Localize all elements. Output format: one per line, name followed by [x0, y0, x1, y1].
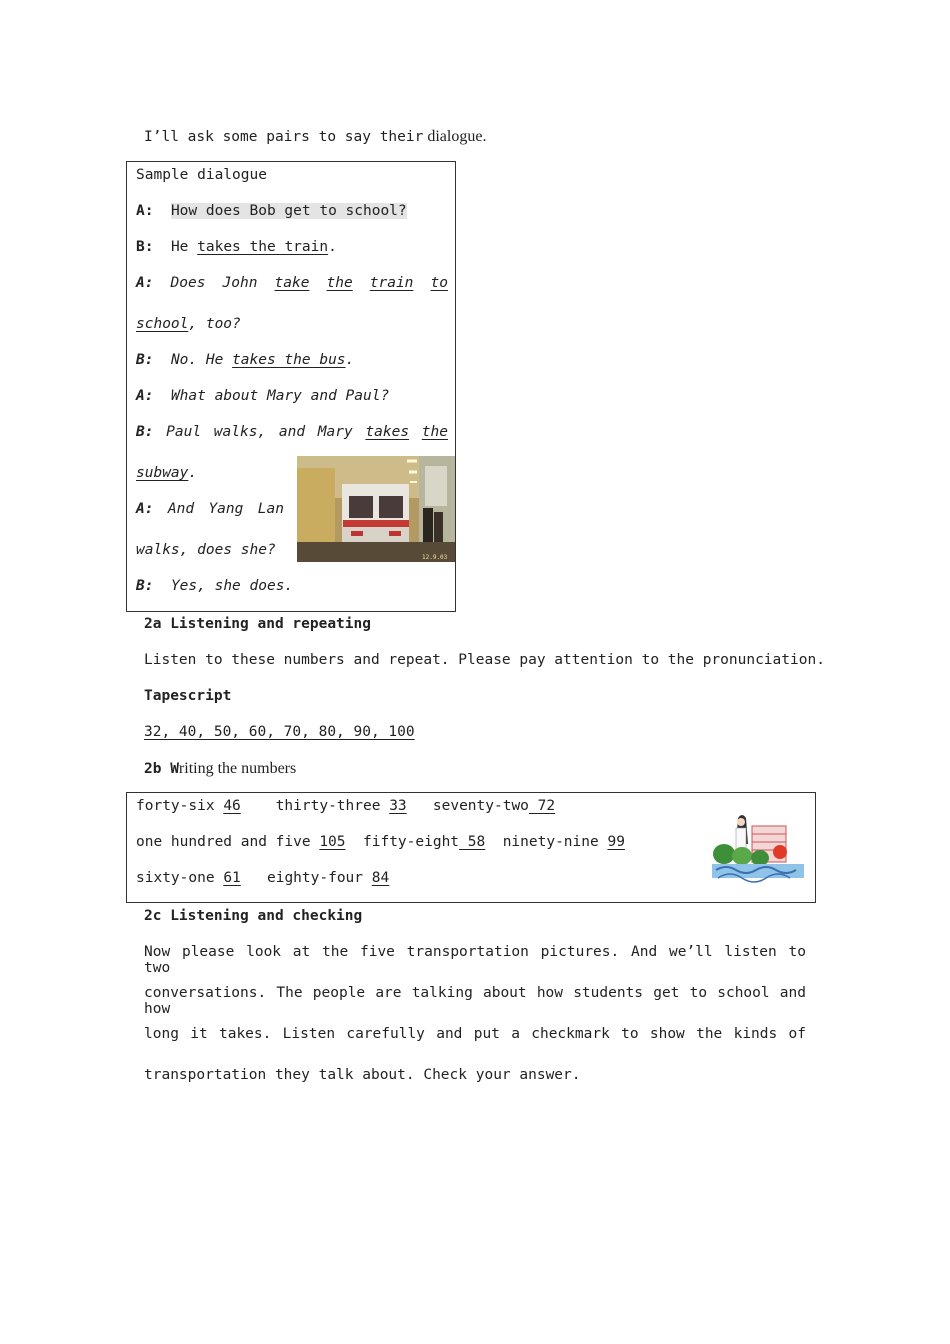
section-2c-line-1: Now please look at the five transportation pictures. And we’ll listen to two	[144, 944, 806, 976]
section-2a-heading: 2a Listening and repeating	[144, 616, 371, 632]
section-2c-line-3: long it takes. Listen carefully and put a checkmark to show the kinds of	[144, 1026, 806, 1042]
dialogue-line-8: B: Yes, she does.	[136, 578, 294, 594]
campus-scenery-clipart	[712, 812, 804, 884]
tapescript-label: Tapescript	[144, 688, 232, 704]
dialogue-line-6-cont: subway.	[136, 465, 198, 481]
tapescript-numbers: 32, 40, 50, 60, 70, 80, 90, 100	[144, 724, 415, 740]
section-2b-heading: 2b Writing the numbers	[144, 760, 297, 777]
dialogue-line-3: A: Does John take the train to	[136, 275, 448, 291]
dialogue-line-3-cont: school, too?	[136, 316, 241, 332]
dialogue-line-1: A: How does Bob get to school?	[136, 203, 407, 219]
dialogue-line-6: B: Paul walks, and Mary takes the	[136, 424, 448, 440]
dialogue-line-7-cont: walks, does she?	[136, 542, 276, 558]
numbers-row-3: sixty-one 61 eighty-four 84	[136, 870, 390, 886]
dialogue-line-2: B: He takes the train.	[136, 239, 337, 255]
section-2a-instruction: Listen to these numbers and repeat. Please pay attention to the pronunciation.	[144, 652, 825, 668]
svg-text:12.9.03: 12.9.03	[422, 554, 448, 561]
sample-dialogue-title: Sample dialogue	[136, 167, 267, 183]
numbers-row-2: one hundred and five 105 fifty-eight 58 ninety-nine 99	[136, 834, 625, 850]
dialogue-line-5: A: What about Mary and Paul?	[136, 388, 390, 404]
section-2c-line-2: conversations. The people are talking about how students get to school and how	[144, 985, 806, 1017]
intro-line: I’ll ask some pairs to say their dialogue.	[144, 128, 487, 145]
section-2c-line-4: transportation they talk about. Check your answer.	[144, 1067, 581, 1083]
dialogue-line-4: B: No. He takes the bus.	[136, 352, 355, 368]
dialogue-line-7: A: And Yang Lan	[136, 501, 284, 517]
numbers-row-1: forty-six 46 thirty-three 33 seventy-two 72	[136, 798, 556, 814]
subway-train-photo	[297, 456, 455, 562]
section-2c-heading: 2c Listening and checking	[144, 908, 363, 924]
